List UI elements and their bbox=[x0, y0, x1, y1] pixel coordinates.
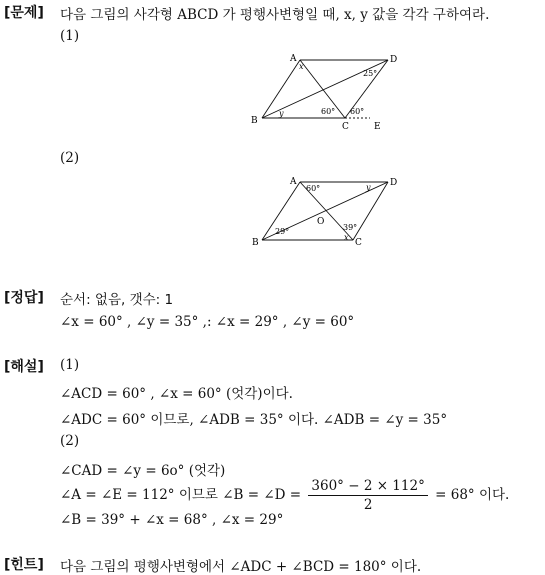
fig2-angle-y: y bbox=[366, 183, 371, 192]
figure-1 bbox=[245, 50, 398, 135]
fig1-vertex-d: D bbox=[390, 55, 398, 65]
fig1-vertex-c: C bbox=[342, 122, 349, 132]
problem-part-2: (2) bbox=[60, 150, 80, 166]
fig2-angle-c: 39° bbox=[343, 223, 358, 232]
solution-line-2: ∠ACD = 60° , ∠x = 60° (엇각)이다. bbox=[60, 386, 293, 402]
problem-part-1: (1) bbox=[60, 28, 80, 44]
solution-label: [해설] bbox=[4, 359, 44, 375]
hint-label: [힌트] bbox=[4, 557, 44, 573]
solution-line-4: (2) bbox=[60, 433, 80, 449]
solution-line-5: ∠CAD = ∠y = 6o° (엇각) bbox=[60, 463, 226, 479]
answer-line-2: ∠x = 60° , ∠y = 35° ,: ∠x = 29° , ∠y = 60° bbox=[60, 314, 355, 330]
problem-text: 다음 그림의 사각형 ABCD 가 평행사변형일 때, x, y 값을 각각 구하여라. bbox=[60, 7, 490, 23]
fig2-angle-x: x bbox=[344, 233, 349, 242]
fig2-vertex-b: B bbox=[252, 238, 259, 248]
fig1-angle-c2: 60° bbox=[350, 107, 365, 116]
hint-text: 다음 그림의 평행사변형에서 ∠ADC + ∠BCD = 180° 이다. bbox=[60, 559, 422, 575]
fig1-angle-c1: 60° bbox=[321, 107, 336, 116]
fig2-angle-b: 29° bbox=[275, 227, 290, 236]
fig1-angle-y: y bbox=[279, 109, 284, 118]
solution-line-6-left: ∠A = ∠E = 112° 이므로 ∠B = ∠D = bbox=[60, 487, 302, 503]
answer-label: [정답] bbox=[4, 290, 44, 306]
figure-2 bbox=[245, 172, 400, 252]
solution-line-3: ∠ADC = 60° 이므로, ∠ADB = 35° 이다. ∠ADB = ∠y = 35° bbox=[60, 412, 448, 428]
fig2-vertex-c: C bbox=[355, 238, 362, 248]
fraction-denominator: 2 bbox=[363, 497, 373, 513]
fig2-angle-a: 60° bbox=[306, 184, 321, 193]
solution-line-7: ∠B = 39° + ∠x = 68° , ∠x = 29° bbox=[60, 512, 284, 528]
solution-line-6 bbox=[60, 478, 509, 513]
fig2-vertex-d: D bbox=[390, 178, 398, 188]
fig1-vertex-e: E bbox=[374, 122, 381, 132]
solution-line-1: (1) bbox=[60, 357, 80, 373]
problem-label: [문제] bbox=[4, 5, 44, 21]
fig1-vertex-a: A bbox=[290, 54, 297, 64]
fig2-vertex-a: A bbox=[290, 177, 297, 187]
fig1-vertex-b: B bbox=[251, 116, 258, 126]
solution-line-6-right: = 68° 이다. bbox=[435, 487, 510, 503]
fig2-point-o: O bbox=[317, 217, 325, 227]
fig1-angle-d: 25° bbox=[363, 69, 378, 78]
answer-line-1: 순서: 없음, 갯수: 1 bbox=[60, 292, 174, 308]
fraction bbox=[308, 478, 427, 513]
fig1-angle-x: x bbox=[299, 62, 304, 71]
fraction-numerator: 360° − 2 × 112° bbox=[308, 478, 427, 496]
